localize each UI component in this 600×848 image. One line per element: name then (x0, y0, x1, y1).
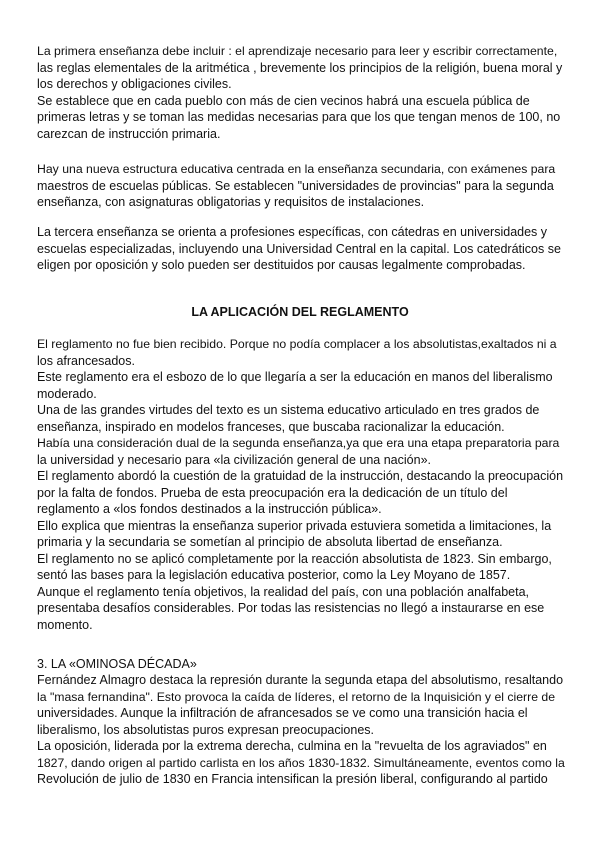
text-line: universidades. Aunque la infiltración de afrancesados se ve como una transición hacia el (37, 706, 528, 720)
text-line: Este reglamento era el esbozo de lo que llegaría a ser la educación en manos del liberalismo (37, 370, 553, 384)
text-line: momento. (37, 617, 93, 632)
text-line: Revolución de julio de 1830 en Francia intensifican la presión liberal, configurando al partido (37, 772, 548, 786)
text-line: Aunque el reglamento tenía objetivos, la realidad del país, con una población analfabeta, (37, 584, 530, 599)
text-line: sentó las bases para la legislación educativa posterior, como la Ley Moyano de 1857. (37, 568, 511, 582)
text-line: carezcan de instrucción primaria. (37, 126, 221, 141)
paragraph-aplicacion-reglamento (37, 336, 565, 633)
text-line: liberalismo, los absolutistas puros expresan preocupaciones. (37, 722, 374, 737)
text-line: eligen por oposición y solo pueden ser destituidos por causas legalmente comprobadas. (37, 258, 526, 272)
text-line: Ello explica que mientras la enseñanza superior privada estuviera sometida a limitaciones, la (37, 518, 552, 533)
text-line: Una de las grandes virtudes del texto es un sistema educativo articulado en tres grados de (37, 403, 540, 417)
text-line: primeras letras y se toman las medidas necesarias para que los que tengan menos de 100, no (37, 110, 561, 124)
text-line: las reglas elementales de la aritmética , brevemente los principios de la religión, buena moral y (37, 60, 563, 75)
text-line: la universidad y necesario para «la civilización general de una nación». (37, 452, 431, 467)
paragraph-ominosa-decada (37, 672, 565, 788)
text-line: Se establece que en cada pueblo con más de cien vecinos habrá una escuela pública de (37, 93, 530, 108)
paragraph-tercera-ensenanza (37, 224, 565, 274)
text-line: enseñanza, con asignaturas obligatorias y requisitos de instalaciones. (37, 195, 425, 209)
paragraph-primera-ensenanza (37, 43, 565, 142)
text-line: 1827, dando origen al partido carlista en los años 1830-1832. Simultáneamente, eventos como la (37, 755, 565, 770)
text-line: escuelas especializadas, incluyendo una Universidad Central en la capital. Los catedráticos se (37, 241, 561, 256)
text-line: los derechos y obligaciones civiles. (37, 77, 232, 91)
section-heading-aplicacion: LA APLICACIÓN DEL REGLAMENTO (191, 305, 409, 319)
text-line: primaria y la secundaria se sometían al principio de absoluta libertad de enseñanza. (37, 535, 503, 549)
text-line: enseñanza, inspirado en modelos franceses, que buscaba racionalizar la educación. (37, 419, 505, 434)
text-line: moderado. (37, 386, 97, 401)
text-line: El reglamento no se aplicó completamente por la reacción absolutista de 1823. Sin embargo, (37, 551, 552, 566)
text-line: El reglamento abordó la cuestión de la gratuidad de la instrucción, destacando la preocupación (37, 469, 564, 483)
paragraph-segunda-ensenanza (37, 161, 565, 211)
text-line: la "masa fernandina". Esto provoca la caída de líderes, el retorno de la Inquisición y el cierre de (37, 689, 556, 704)
text-line: La primera enseñanza debe incluir : el aprendizaje necesario para leer y escribir correctamente, (37, 44, 558, 58)
text-line: por la falta de fondos. Prueba de esta preocupación era la dedicación de un título del (37, 485, 508, 500)
text-line: reglamento a «los fondos destinados a la instrucción pública». (37, 502, 382, 516)
text-line: El reglamento no fue bien recibido. Porque no podía complacer a los absolutistas,exaltados ni a (37, 337, 557, 351)
section-title: 3. LA «OMINOSA DÉCADA» (37, 657, 197, 671)
text-line: Hay una nueva estructura educativa centrada en la enseñanza secundaria, con exámenes para (37, 162, 556, 176)
text-line: maestros de escuelas públicas. Se establecen "universidades de provincias" para la segunda (37, 178, 554, 193)
text-line: Había una consideración dual de la segunda enseñanza,ya que era una etapa preparatoria para (37, 436, 560, 450)
text-line: los afrancesados. (37, 353, 135, 368)
section-title-ominosa-decada (37, 656, 565, 673)
text-line: Fernández Almagro destaca la represión durante la segunda etapa del absolutismo, resaltando (37, 673, 564, 687)
text-line: La oposición, liderada por la extrema derecha, culmina en la "revuelta de los agraviados" en (37, 739, 547, 753)
text-line: La tercera enseñanza se orienta a profesiones específicas, con cátedras en universidades y (37, 225, 548, 239)
text-line: presentaba desafíos considerables. Por todas las resistencias no llegó a instaurarse en ese (37, 601, 545, 615)
